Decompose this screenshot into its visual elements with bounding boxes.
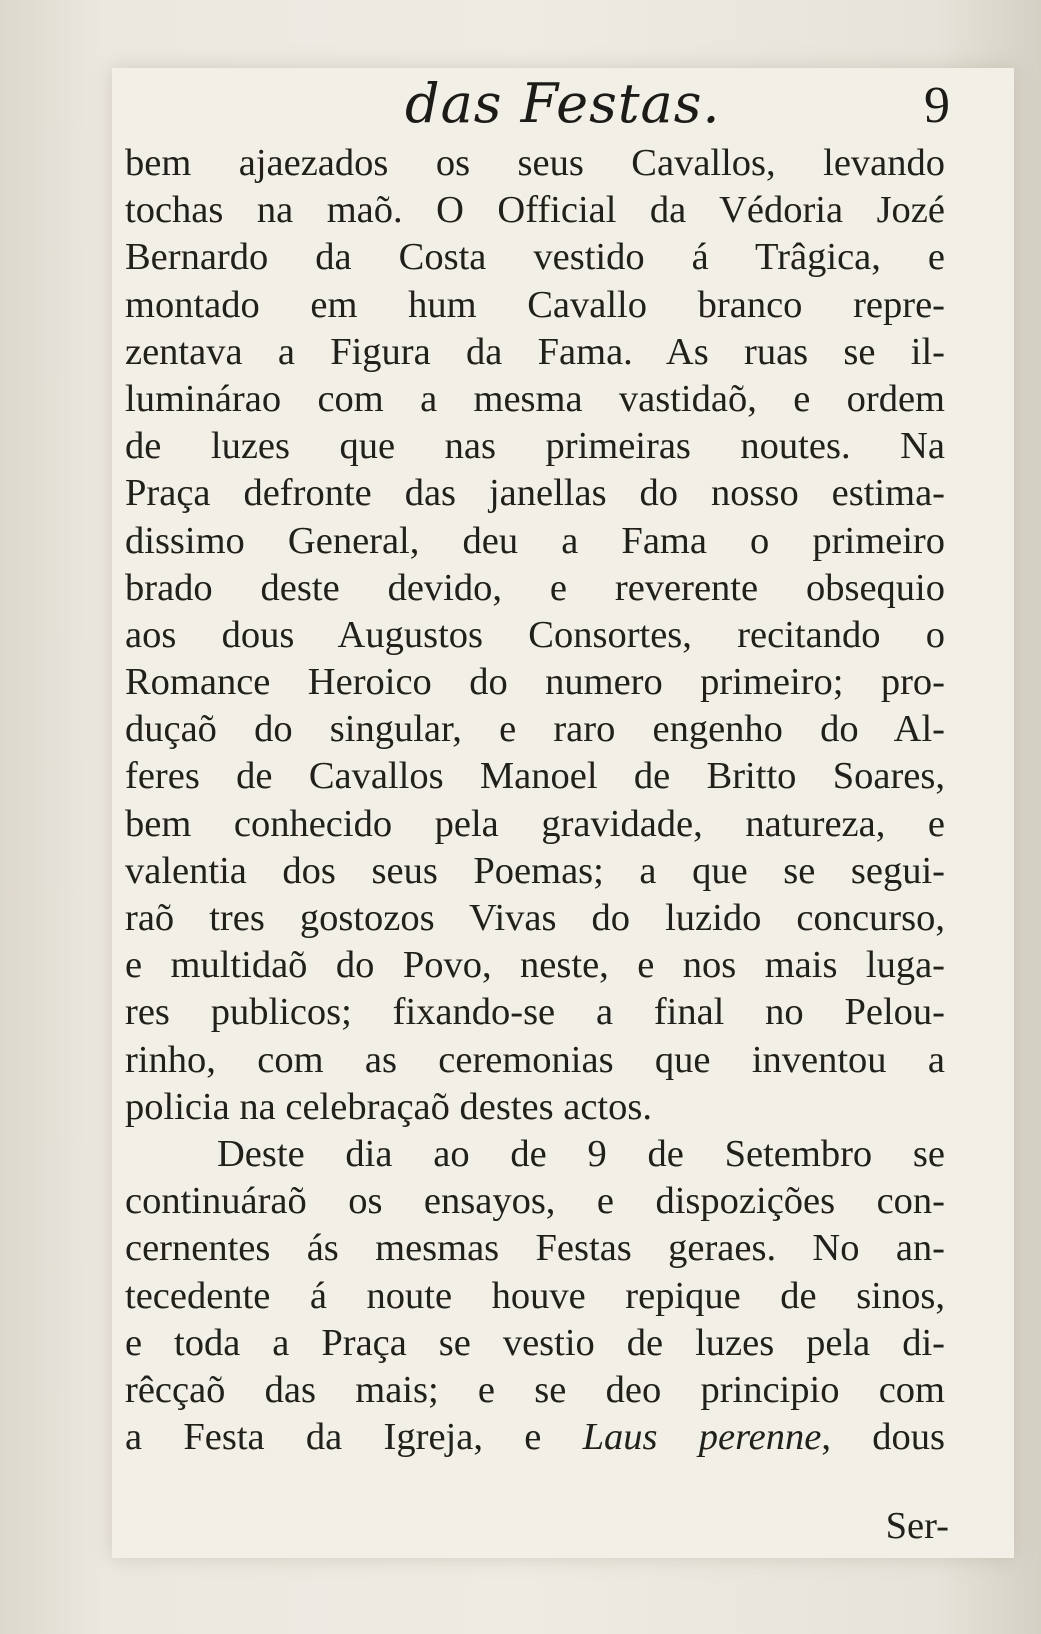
paragraph-start-line: Deste dia ao de 9 de Setembro se <box>217 1132 945 1175</box>
text-line: Bernardo da Costa vestido á Trâgica, e <box>125 236 945 279</box>
text-line: dissimo General, deu a Fama o primeiro <box>125 519 945 562</box>
text-run: , dous <box>821 1416 946 1459</box>
text-line: continuáraõ os ensayos, e dispozições con- <box>125 1180 945 1223</box>
text-line: tochas na maõ. O Official da Védoria Jozé <box>125 189 945 232</box>
text-line: de luzes que nas primeiras noutes. Na <box>125 425 945 468</box>
text-line: rêcçaõ das mais; e se deo principio com <box>125 1368 945 1411</box>
text-line: tecedente á noute houve repique de sinos, <box>125 1274 945 1317</box>
running-title: das Festas. <box>405 72 721 135</box>
text-run: a Festa da Igreja, e <box>125 1416 583 1459</box>
page-number: 9 <box>924 77 950 134</box>
catchword: Ser- <box>885 1505 949 1547</box>
paragraph-end-line: policia na celebraçaõ destes actos. <box>125 1085 652 1128</box>
page-header <box>120 72 950 142</box>
text-line: zentava a Figura da Fama. As ruas se il- <box>125 330 945 373</box>
text-line: aos dous Augustos Consortes, recitando o <box>125 613 945 656</box>
text-line: montado em hum Cavallo branco repre- <box>125 283 945 326</box>
text-line: raõ tres gostozos Vivas do luzido concurso, <box>125 897 945 939</box>
text-line: e toda a Praça se vestio de luzes pela di- <box>125 1321 945 1364</box>
text-line: res publicos; fixando-se a final no Pelou- <box>125 991 945 1034</box>
text-line: bem ajaezados os seus Cavallos, levando <box>125 142 945 184</box>
text-line-with-italic <box>125 1414 945 1461</box>
text-line: duçaõ do singular, e raro engenho do Al- <box>125 708 945 751</box>
text-line: cernentes ás mesmas Festas geraes. No an- <box>125 1227 945 1270</box>
text-line: feres de Cavallos Manoel de Britto Soares, <box>125 755 945 798</box>
text-line: Romance Heroico do numero primeiro; pro- <box>125 661 945 704</box>
text-line: e multidaõ do Povo, neste, e nos mais luga- <box>125 944 945 987</box>
text-line: bem conhecido pela gravidade, natureza, e <box>125 802 945 845</box>
body-text <box>125 140 945 1461</box>
text-line: brado deste devido, e reverente obsequio <box>125 566 945 609</box>
italic-phrase: Laus perenne <box>582 1416 822 1459</box>
text-line: Praça defronte das janellas do nosso estima- <box>125 472 945 515</box>
text-line: luminárao com a mesma vastidaõ, e ordem <box>125 377 945 420</box>
text-line: valentia dos seus Poemas; a que se segui- <box>125 849 945 892</box>
text-line: rinho, com as ceremonias que inventou a <box>125 1038 945 1081</box>
